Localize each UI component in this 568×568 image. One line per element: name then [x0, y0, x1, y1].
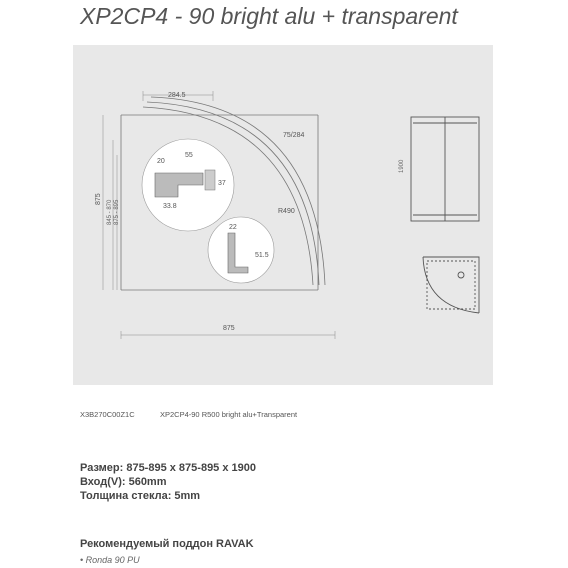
dim-detail1-a: 20	[157, 158, 165, 165]
dim-range-a: 845 - 870	[107, 199, 113, 225]
dim-detail1-c: 37	[218, 180, 226, 187]
recommended-heading: Рекомендуемый поддон RAVAK	[80, 538, 254, 550]
dim-detail1-b: 55	[185, 152, 193, 159]
elevation-view	[411, 117, 479, 221]
technical-drawing-sheet	[73, 45, 493, 385]
dim-range-b: 875 - 895	[114, 199, 120, 225]
dim-detail1-d: 33.8	[163, 203, 177, 210]
dim-bottom-width: 875	[223, 325, 235, 332]
recommended-item: • Ronda 90 PU	[80, 555, 140, 565]
article-description: XP2CP4-90 R500 bright alu+Transparent	[160, 410, 298, 419]
dim-radius: R490	[278, 208, 295, 215]
detail-circle-2	[208, 217, 274, 283]
dim-height-small: 1900	[399, 159, 405, 173]
spec-glass: Толщина стекла: 5mm	[80, 490, 201, 502]
spec-size: Размер: 875-895 x 875-895 x 1900	[80, 462, 256, 474]
dim-angle: 75/284	[283, 132, 305, 139]
dim-left-height: 875	[95, 193, 102, 205]
article-code: X3B270C00Z1C	[80, 410, 135, 419]
dim-detail2-b: 51.5	[255, 252, 269, 259]
dim-detail2-a: 22	[229, 224, 237, 231]
small-plan-view	[423, 257, 479, 313]
dim-top-width: 284.5	[168, 92, 186, 99]
spec-entry: Вход(V): 560mm	[80, 476, 167, 488]
specs-block	[80, 461, 256, 503]
technical-drawing	[73, 45, 493, 385]
page-title: XP2CP4 - 90 bright alu + transparent	[80, 3, 458, 29]
